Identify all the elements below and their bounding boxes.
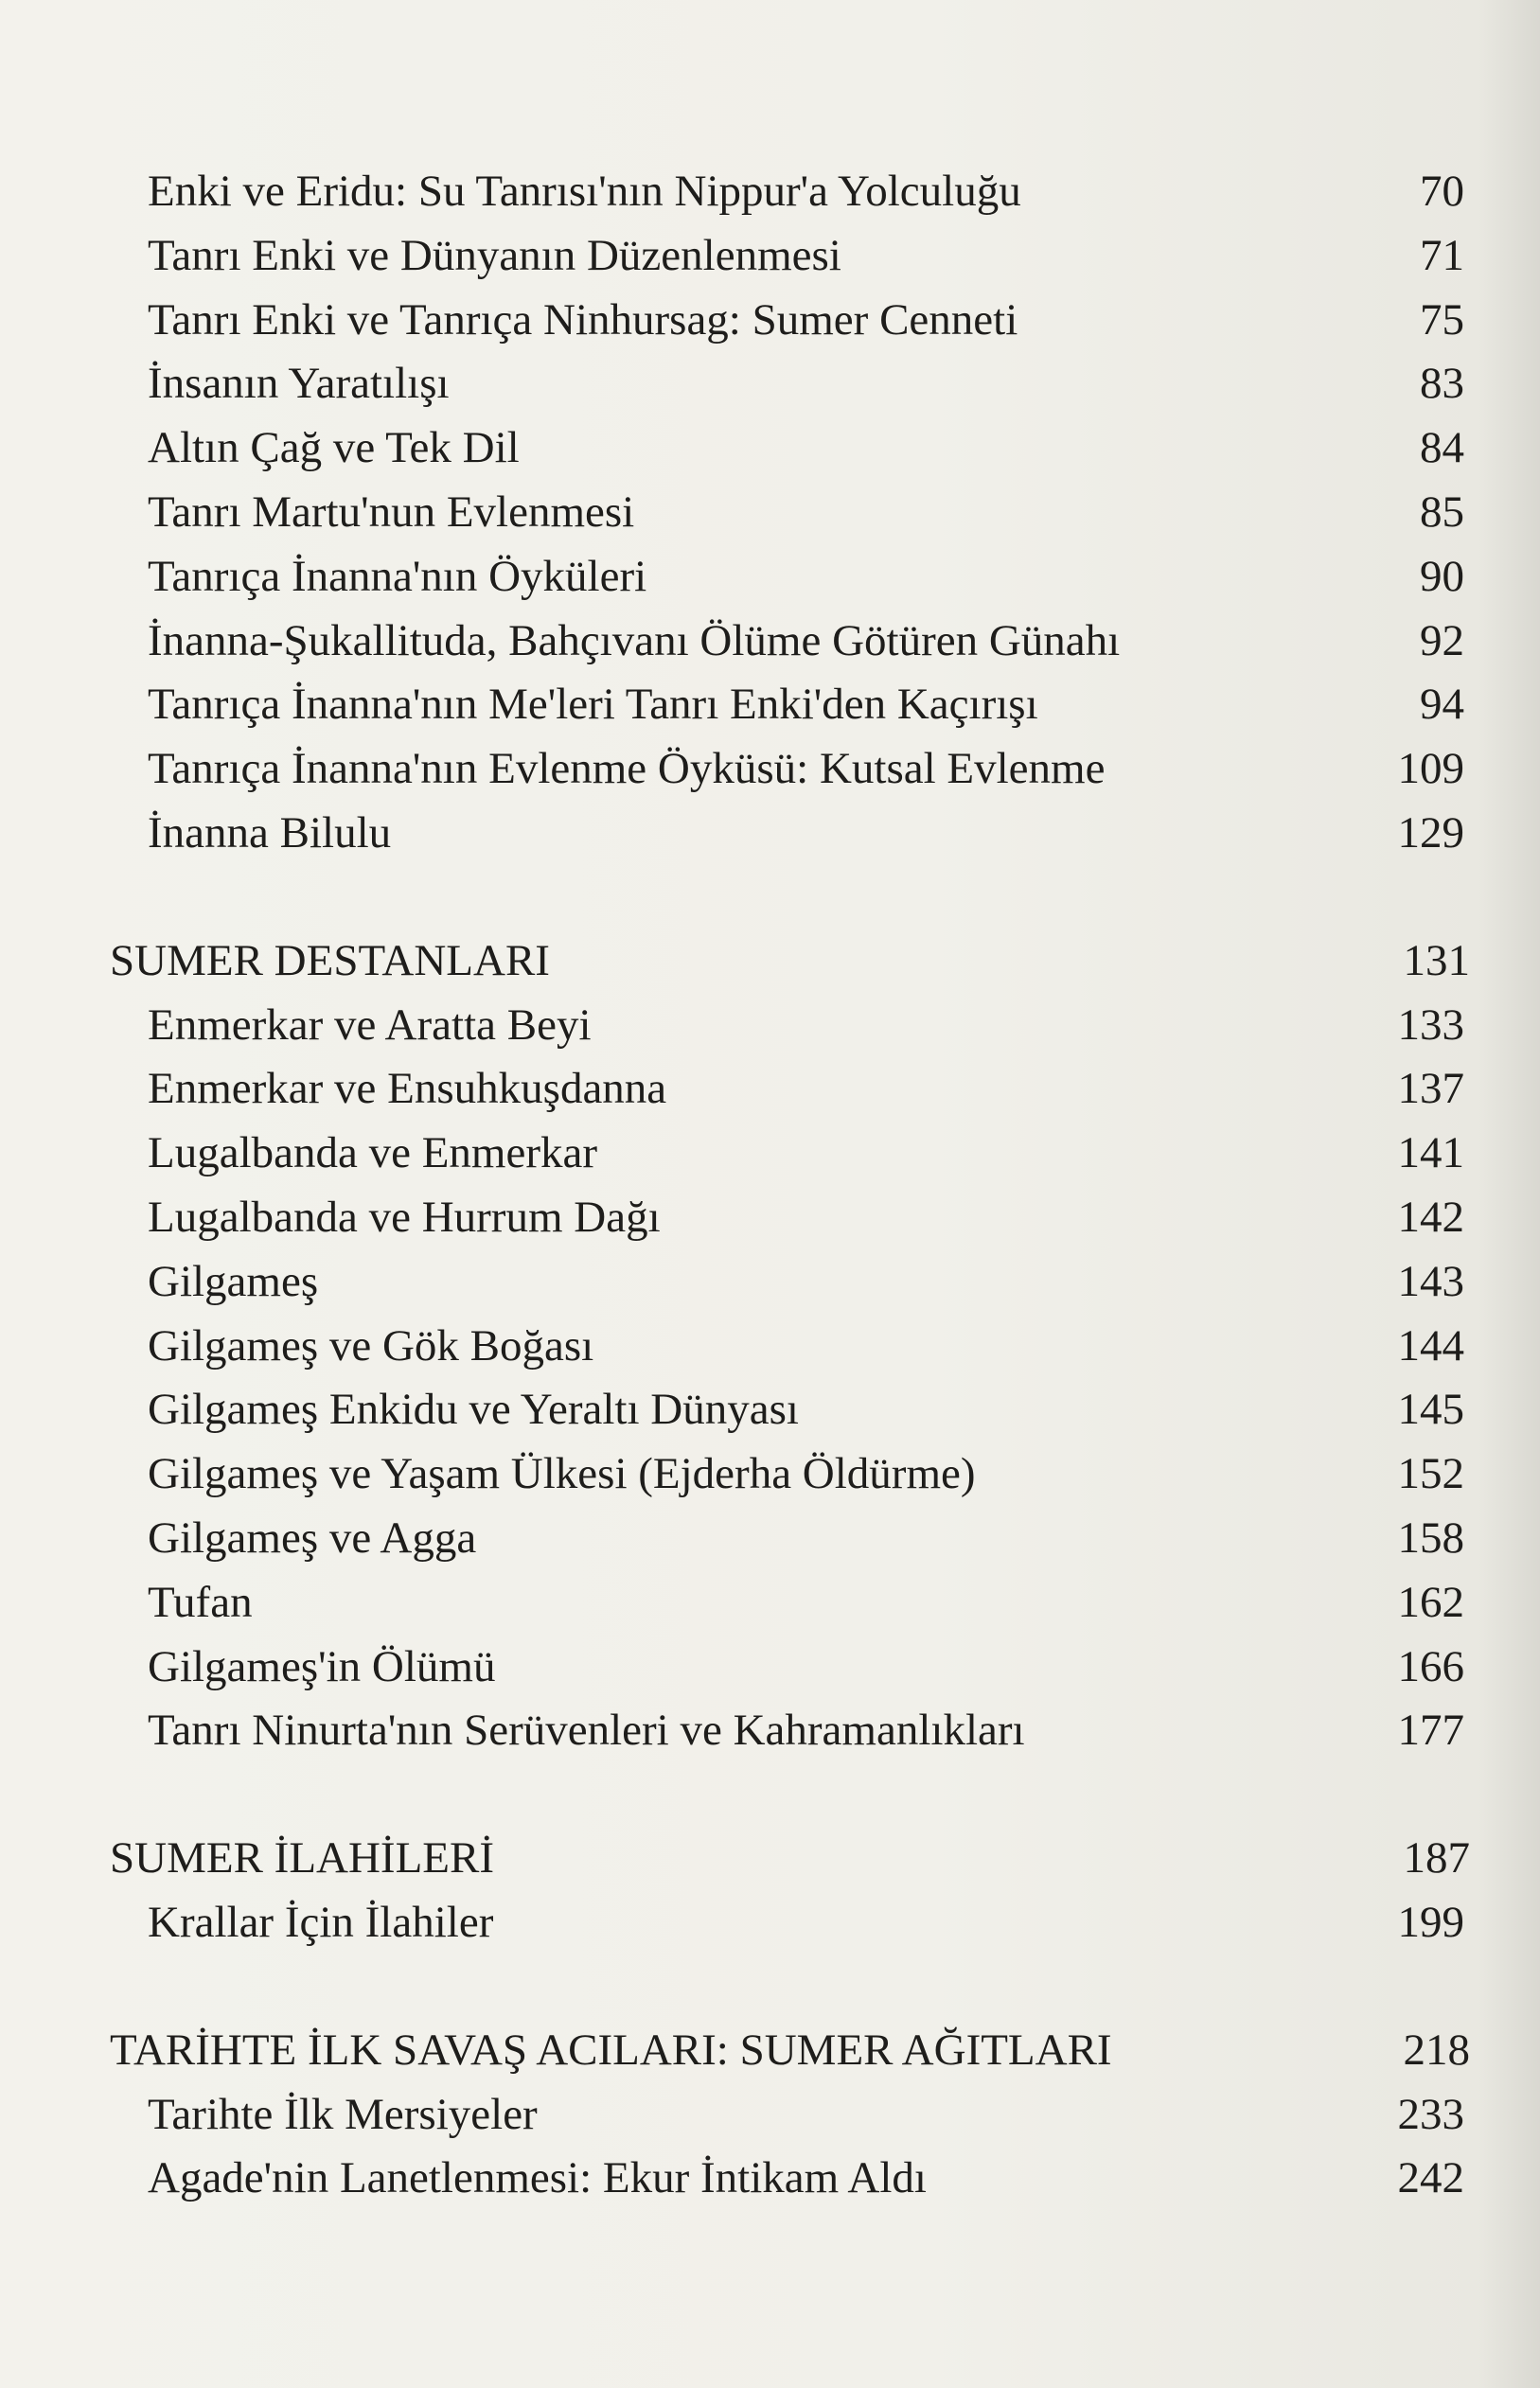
toc-entry-page-number: 84 bbox=[1420, 423, 1464, 472]
toc-entry-title: SUMER İLAHİLERİ bbox=[110, 1833, 494, 1883]
toc-entry bbox=[148, 1189, 1464, 1246]
toc-entry-page-number: 143 bbox=[1397, 1257, 1464, 1306]
toc-entry-title: Krallar İçin İlahiler bbox=[148, 1898, 494, 1947]
toc-section-heading bbox=[110, 932, 1470, 989]
toc-entry-title: Enmerkar ve Aratta Beyi bbox=[148, 1000, 592, 1050]
toc-entry-page-number: 92 bbox=[1420, 616, 1464, 665]
toc-entry-title: Tanrı Martu'nun Evlenmesi bbox=[148, 487, 635, 537]
toc-entry-page-number: 71 bbox=[1420, 231, 1464, 280]
toc-section-heading bbox=[110, 1830, 1470, 1886]
toc-entry bbox=[148, 1445, 1464, 1502]
toc-entry-title: Tanrı Enki ve Dünyanın Düzenlenmesi bbox=[148, 231, 841, 280]
toc-entry-title: Tanrıça İnanna'nın Öyküleri bbox=[148, 552, 647, 601]
toc-entry-title: Enki ve Eridu: Su Tanrısı'nın Nippur'a Yolculuğu bbox=[148, 167, 1021, 216]
toc-entry-title: Tanrıça İnanna'nın Evlenme Öyküsü: Kutsal Evlenme bbox=[148, 744, 1106, 793]
toc-entry-title: Tufan bbox=[148, 1578, 253, 1627]
toc-entry-page-number: 131 bbox=[1403, 936, 1470, 985]
toc-entry-title: Tarihte İlk Mersiyeler bbox=[148, 2090, 538, 2139]
toc-entry-page-number: 83 bbox=[1420, 359, 1464, 408]
toc-entry-title: TARİHTE İLK SAVAŞ ACILARI: SUMER AĞITLARI bbox=[110, 2025, 1112, 2075]
toc-entry-page-number: 152 bbox=[1397, 1449, 1464, 1498]
toc-entry bbox=[148, 1060, 1464, 1117]
toc-entry bbox=[148, 2086, 1464, 2143]
toc-entry-page-number: 199 bbox=[1397, 1898, 1464, 1947]
toc-entry-title: Gilgameş ve Gök Boğası bbox=[148, 1321, 594, 1371]
toc-entry-title: Gilgameş Enkidu ve Yeraltı Dünyası bbox=[148, 1385, 799, 1434]
toc-entry-page-number: 242 bbox=[1397, 2153, 1464, 2202]
toc-entry-page-number: 233 bbox=[1397, 2090, 1464, 2139]
toc-entry-page-number: 109 bbox=[1397, 744, 1464, 793]
toc-entry-title: Lugalbanda ve Enmerkar bbox=[148, 1128, 598, 1177]
toc-entry bbox=[148, 676, 1464, 733]
toc-entry-page-number: 90 bbox=[1420, 552, 1464, 601]
toc-entry bbox=[148, 1318, 1464, 1374]
toc-entry bbox=[148, 163, 1464, 220]
toc-entry-title: Enmerkar ve Ensuhkuşdanna bbox=[148, 1064, 667, 1113]
toc-entry-title: Gilgameş'in Ölümü bbox=[148, 1642, 496, 1691]
toc-entry-page-number: 137 bbox=[1397, 1064, 1464, 1113]
toc-entry-title: İnsanın Yaratılışı bbox=[148, 359, 450, 408]
toc-entry-title: Lugalbanda ve Hurrum Dağı bbox=[148, 1193, 661, 1242]
toc-entry-title: Gilgameş ve Agga bbox=[148, 1513, 477, 1563]
toc-entry-page-number: 94 bbox=[1420, 680, 1464, 729]
toc-entry bbox=[148, 612, 1464, 669]
toc-entry bbox=[148, 227, 1464, 284]
toc-entry-page-number: 162 bbox=[1397, 1578, 1464, 1627]
toc-entry-page-number: 133 bbox=[1397, 1000, 1464, 1050]
toc-entry bbox=[148, 1381, 1464, 1438]
toc-section-heading bbox=[110, 2022, 1470, 2078]
toc-entry-page-number: 85 bbox=[1420, 487, 1464, 537]
toc-entry-page-number: 145 bbox=[1397, 1385, 1464, 1434]
toc-entry bbox=[148, 484, 1464, 540]
toc-entry-title: Tanrı Ninurta'nın Serüvenleri ve Kahramanlıkları bbox=[148, 1706, 1025, 1755]
toc-entry-page-number: 158 bbox=[1397, 1513, 1464, 1563]
toc-entry bbox=[148, 419, 1464, 476]
toc-entry bbox=[148, 740, 1464, 797]
toc-entry bbox=[148, 1574, 1464, 1631]
toc-entry-title: Agade'nin Lanetlenmesi: Ekur İntikam Aldı bbox=[148, 2153, 927, 2202]
toc-entry-page-number: 142 bbox=[1397, 1193, 1464, 1242]
toc-entry bbox=[148, 1638, 1464, 1695]
toc-entry-page-number: 218 bbox=[1403, 2025, 1470, 2075]
toc-entry bbox=[148, 548, 1464, 605]
toc-entry bbox=[148, 1124, 1464, 1181]
toc-entry bbox=[148, 805, 1464, 861]
toc-entry-page-number: 166 bbox=[1397, 1642, 1464, 1691]
toc-entry bbox=[148, 1510, 1464, 1566]
toc-entry-title: Tanrı Enki ve Tanrıça Ninhursag: Sumer Cenneti bbox=[148, 295, 1018, 345]
toc-entry-title: Tanrıça İnanna'nın Me'leri Tanrı Enki'den Kaçırışı bbox=[148, 680, 1038, 729]
toc-entry bbox=[148, 1253, 1464, 1310]
toc-entry bbox=[148, 997, 1464, 1053]
toc-entry-title: Gilgameş ve Yaşam Ülkesi (Ejderha Öldürme) bbox=[148, 1449, 976, 1498]
toc-entry-page-number: 141 bbox=[1397, 1128, 1464, 1177]
toc-entry-page-number: 144 bbox=[1397, 1321, 1464, 1371]
toc-entry-title: İnanna-Şukallituda, Bahçıvanı Ölüme Götüren Günahı bbox=[148, 616, 1121, 665]
toc-entry bbox=[148, 292, 1464, 348]
toc-entry-title: SUMER DESTANLARI bbox=[110, 936, 550, 985]
toc-entry-page-number: 177 bbox=[1397, 1706, 1464, 1755]
toc-entry-title: Altın Çağ ve Tek Dil bbox=[148, 423, 520, 472]
toc-entry-page-number: 75 bbox=[1420, 295, 1464, 345]
toc-entry bbox=[148, 1702, 1464, 1759]
toc-entry bbox=[148, 355, 1464, 412]
toc-entry bbox=[148, 1894, 1464, 1951]
toc-entry-title: İnanna Bilulu bbox=[148, 808, 392, 858]
toc-entry-page-number: 129 bbox=[1397, 808, 1464, 858]
toc-entry-title: Gilgameş bbox=[148, 1257, 319, 1306]
toc-entry bbox=[148, 2149, 1464, 2206]
toc-entry-page-number: 70 bbox=[1420, 167, 1464, 216]
toc-entry-page-number: 187 bbox=[1403, 1833, 1470, 1883]
